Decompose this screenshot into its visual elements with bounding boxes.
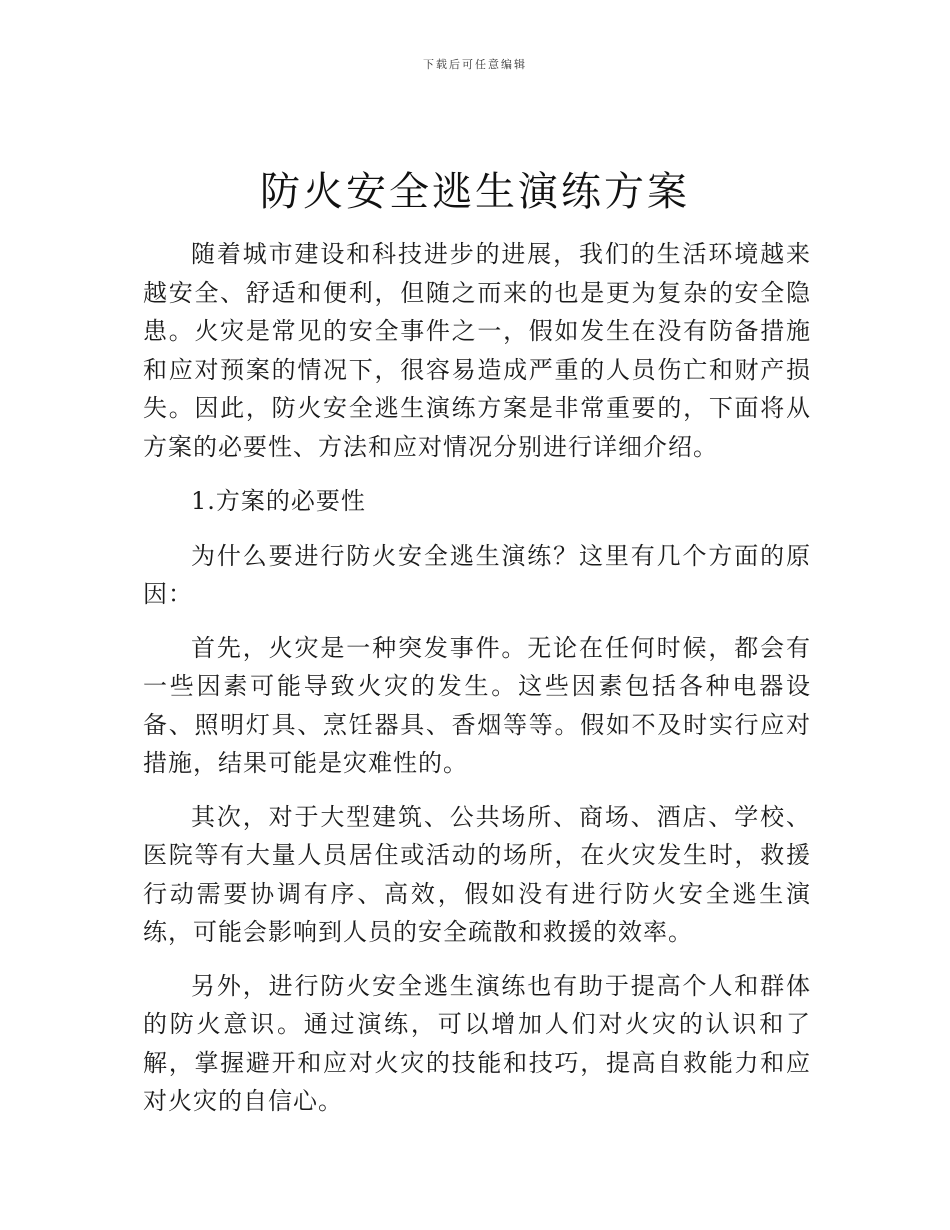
document-title: 防火安全逃生演练方案 [260, 169, 690, 215]
paragraph-intro: 随着城市建设和科技进步的进展，我们的生活环境越来越安全、舒适和便利，但随之而来的也是更为复杂的安全隐患。火灾是常见的安全事件之一，假如发生在没有防备措施和应对预案的情况下，很容易造成严重的人员伤亡和财产损失。因此，防火安全逃生演练方案是非常重要的，下面将从方案的必要性、方法和应对情况分别进行详细介绍。 [143, 240, 811, 461]
header-note: 下载后可任意编辑 [423, 58, 527, 71]
document-body [143, 235, 811, 1121]
paragraph-third-reason: 另外，进行防火安全逃生演练也有助于提高个人和群体的防火意识。通过演练，可以增加人们对火灾的认识和了解，掌握避开和应对火灾的技能和技巧，提高自救能力和应对火灾的自信心。 [143, 971, 811, 1115]
paragraph-second-reason: 其次，对于大型建筑、公共场所、商场、酒店、学校、医院等有大量人员居住或活动的场所，在火灾发生时，救援行动需要协调有序、高效，假如没有进行防火安全逃生演练，可能会影响到人员的安全疏散和救援的效率。 [143, 802, 811, 946]
section-heading-necessity: 1.方案的必要性 [191, 487, 366, 515]
paragraph-first-reason: 首先，火灾是一种突发事件。无论在任何时候，都会有一些因素可能导致火灾的发生。这些因素包括各种电器设备、照明灯具、烹饪器具、香烟等等。假如不及时实行应对措施，结果可能是灾难性的。 [143, 633, 811, 777]
paragraph-why: 为什么要进行防火安全逃生演练？这里有几个方面的原因： [143, 541, 811, 608]
